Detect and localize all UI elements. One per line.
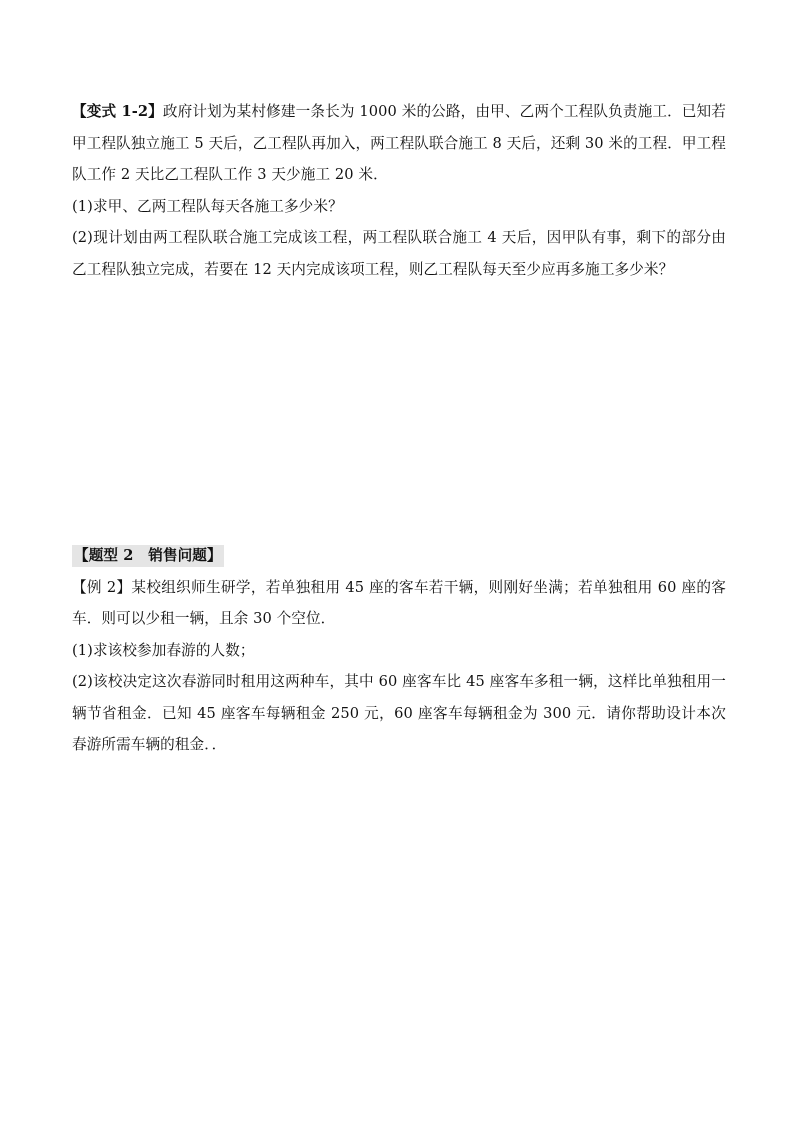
variant-1-2-question-1: (1)求甲、乙两工程队每天各施工多少米？ [72,197,343,215]
type-2-heading: 【题型 2 销售问题】 [72,545,224,567]
variant-1-2-question-2: (2)现计划由两工程队联合施工完成该工程，两工程队联合施工 4 天后，因甲队有事，剩下的部分由乙工程队独立完成，若要在 12 天内完成该项工程，则乙工程队每天至少应再多施工多少米？ [72,229,726,278]
variant-1-2-problem [72,96,726,191]
variant-1-2-tag: 【变式 1-2】 [72,103,163,120]
type-2-section [72,540,726,761]
type-2-heading-line [72,540,726,572]
example-2-question-2: (2)该校决定这次春游同时租用这两种车，其中 60 座客车比 45 座客车多租一辆，这样比单独租用一辆节省租金．已知 45 座客车每辆租金 250 元，60 座客车每辆租金为 300 元．请你帮助设计本次春游所需车辆的租金．． [72,673,726,753]
example-2-tag: 【例 2】 [72,578,132,596]
example-2-problem [72,572,726,635]
variant-1-2-body: 政府计划为某村修建一条长为 1000 米的公路，由甲、乙两个工程队负责施工．已知若甲工程队独立施工 5 天后，乙工程队再加入，两工程队联合施工 8 天后，还剩 30 米的工程．甲工程队工作 2 天比乙工程队工作 3 天少施工 20 米． [72,103,726,183]
example-2-question-1: (1)求该校参加春游的人数； [72,641,255,659]
example-2-body: 某校组织师生研学，若单独租用 45 座的客车若干辆，则刚好坐满；若单独租用 60 座的客车．则可以少租一辆，且余 30 个空位． [72,578,726,627]
variant-1-2-section [72,96,726,285]
